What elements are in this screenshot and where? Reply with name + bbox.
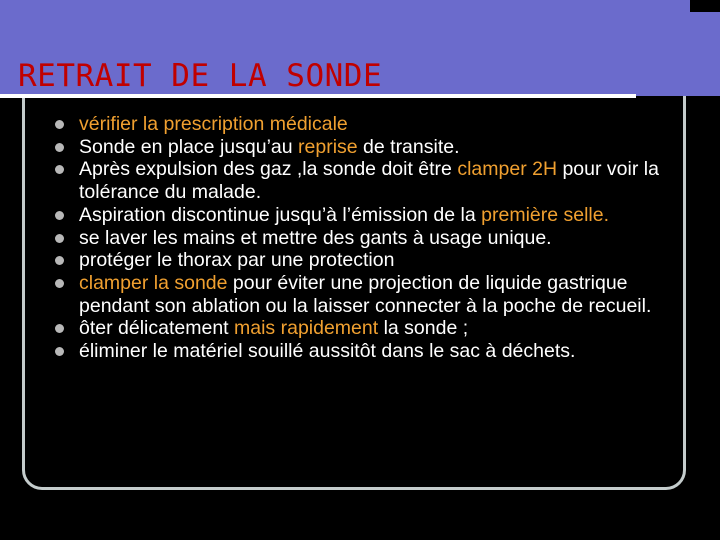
bullet-text: la sonde ; [378,317,469,340]
bullet-list [55,113,675,363]
corner-notch [690,0,720,12]
highlighted-text: reprise [298,135,358,158]
highlighted-text: clamper la sonde [79,271,228,294]
bullet-text: se laver les mains et mettre des gants à usage unique. [79,226,552,249]
bullet-item [55,158,675,203]
highlighted-text: première selle. [481,203,610,226]
slide-title: RETRAIT DE LA SONDE [18,58,383,94]
bullet-item [55,249,675,272]
bullet-item [55,340,675,363]
bullet-item [55,113,675,136]
bullet-item [55,227,675,250]
bullet-text: Sonde en place jusqu’au [79,135,299,158]
bullet-text: Aspiration discontinue jusqu’à l’émission de la [79,203,482,226]
title-underline [0,94,636,98]
bullet-item [55,272,675,317]
bullet-dot-icon [55,211,64,220]
bullet-dot-icon [55,120,64,129]
bullet-item [55,317,675,340]
bullet-dot-icon [55,143,64,152]
bullet-text: éliminer le matériel souillé aussitôt dans le sac à déchets. [79,340,576,363]
bullet-item [55,136,675,159]
bullet-item [55,204,675,227]
bullet-text: de transite. [357,135,460,158]
bullet-dot-icon [55,234,64,243]
bullet-text: ôter délicatement [79,317,235,340]
bullet-dot-icon [55,165,64,174]
bullet-dot-icon [55,256,64,265]
bullet-dot-icon [55,324,64,333]
bullet-text: protéger le thorax par une protection [79,249,395,272]
bullet-text: Après expulsion des gaz ,la sonde doit être [79,158,458,181]
highlighted-text: vérifier la prescription médicale [79,113,348,135]
highlighted-text: clamper 2H [457,158,558,181]
bullet-text: pour éviter une projection de liquide gastrique pendant son ablation ou la laisser connecter à la poche de recueil. [79,271,652,317]
highlighted-text: mais rapidement [234,317,379,340]
bullet-dot-icon [55,347,64,356]
bullet-dot-icon [55,279,64,288]
bullet-text: pour voir la tolérance du malade. [79,158,659,204]
